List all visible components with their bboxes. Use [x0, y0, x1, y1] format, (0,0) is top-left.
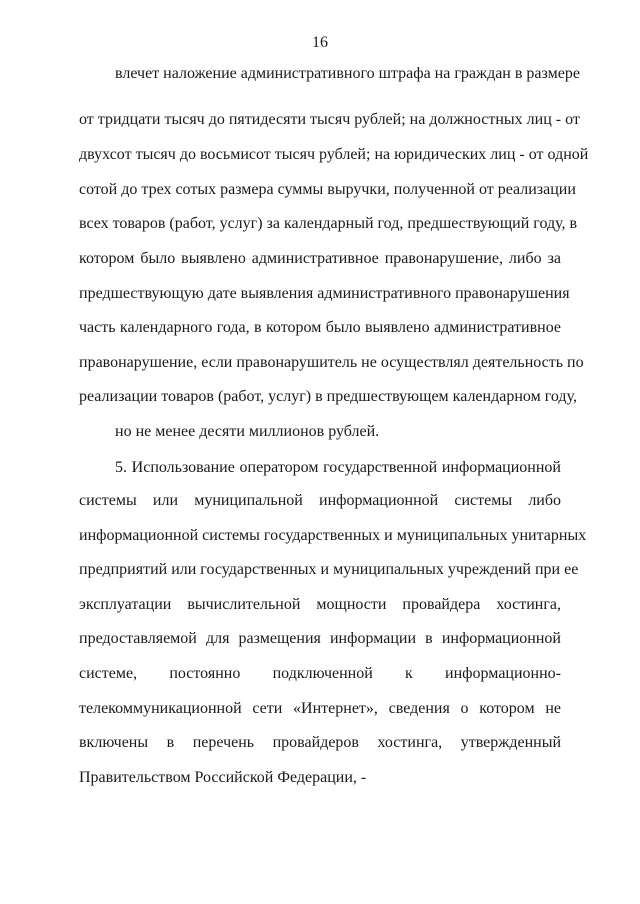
paragraph-line: реализации товаров (работ, услуг) в предшествующем календарном году, [79, 388, 577, 405]
paragraph-line: эксплуатации вычислительной мощности провайдера хостинга, [79, 596, 561, 613]
paragraph-line: всех товаров (работ, услуг) за календарный год, предшествующий году, в [79, 215, 578, 232]
page-number: 16 [312, 34, 328, 51]
paragraph-line: предоставляемой для размещения информации в информационной [79, 630, 561, 647]
paragraph-line: часть календарного года, в котором было выявлено административное [79, 319, 561, 336]
paragraph-line: предприятий или государственных и муниципальных учреждений при ее [79, 561, 579, 578]
paragraph-line: включены в перечень провайдеров хостинга, утвержденный [79, 734, 561, 751]
paragraph-line: правонарушение, если правонарушитель не осуществлял деятельность по [79, 354, 584, 371]
paragraph-line: информационной системы государственных и муниципальных унитарных [79, 527, 587, 544]
paragraph-line: влечет наложение административного штрафа на граждан в размере [115, 65, 580, 82]
paragraph-line: двухсот тысяч до восьмисот тысяч рублей; на юридических лиц - от одной [79, 146, 589, 163]
paragraph-line: котором было выявлено административное правонарушение, либо за [79, 250, 561, 267]
paragraph-line: системы или муниципальной информационной системы либо [79, 492, 561, 509]
paragraph-line: предшествующую дате выявления административного правонарушения [79, 285, 570, 302]
paragraph-line: 5. Использование оператором государственной информационной [115, 459, 561, 476]
paragraph-line: системе, постоянно подключенной к информационно- [79, 665, 561, 682]
paragraph-line: телекоммуникационной сети «Интернет», сведения о котором не [79, 700, 561, 717]
paragraph-line: Правительством Российской Федерации, - [79, 769, 367, 786]
paragraph-line: от тридцати тысяч до пятидесяти тысяч рублей; на должностных лиц - от [79, 111, 580, 128]
paragraph-line: но не менее десяти миллионов рублей. [115, 423, 380, 440]
paragraph-line: сотой до трех сотых размера суммы выручки, полученной от реализации [79, 181, 576, 198]
